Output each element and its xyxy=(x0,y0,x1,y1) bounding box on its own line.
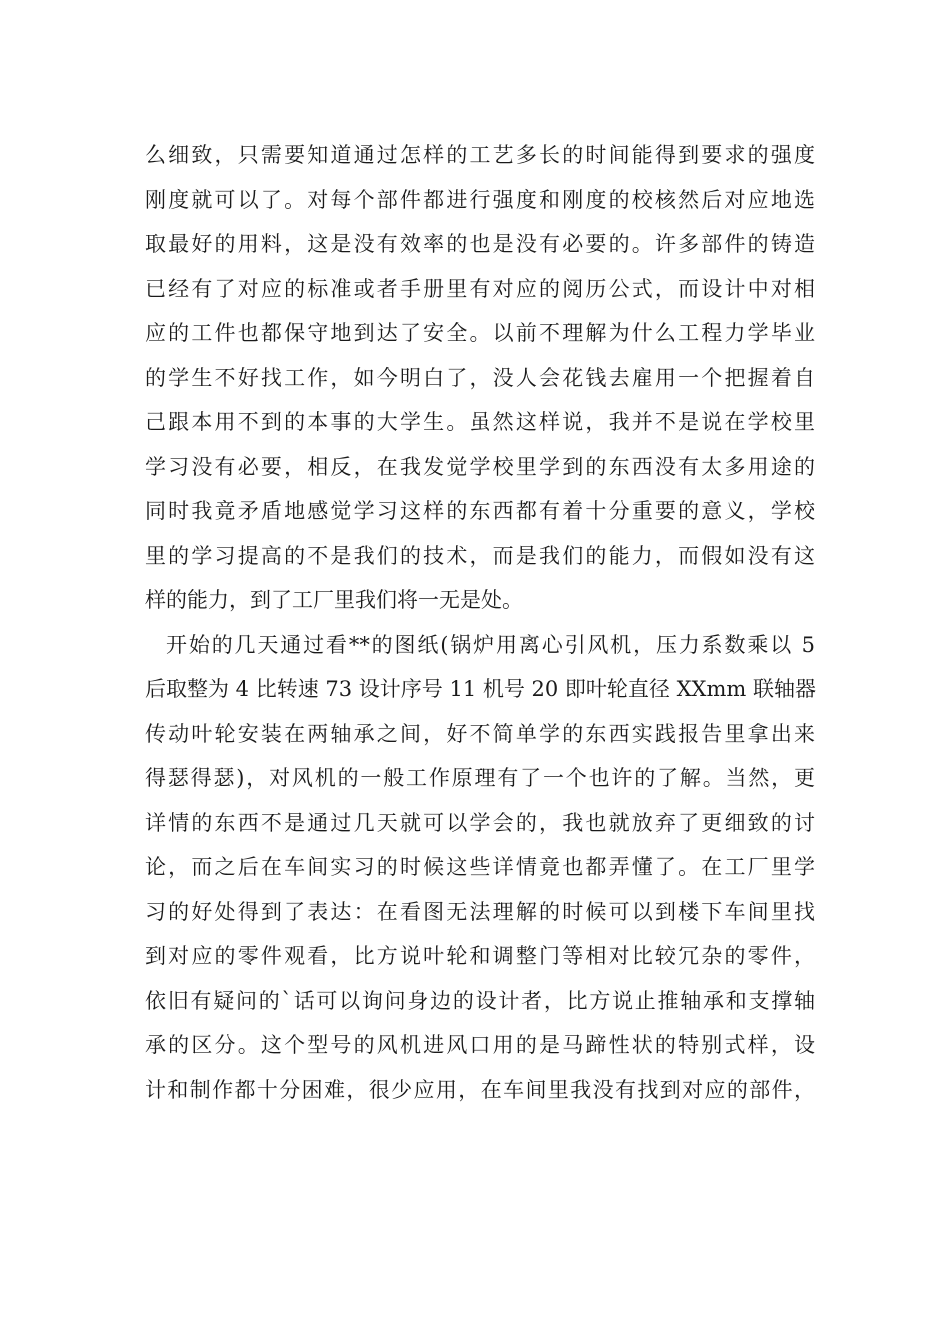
paragraph-2-line-2: 后取整为 4 比转速 73 设计序号 11 机号 20 即叶轮直径 XXmm 联轴器 xyxy=(145,677,817,701)
paragraph-2-line-5: 详情的东西不是通过几天就可以学会的，我也就放弃了更细致的讨 xyxy=(145,810,815,835)
paragraph-1-line-8: 学习没有必要，相反，在我发觉学校里学到的东西没有太多用途的 xyxy=(145,454,815,479)
paragraph-1-line-6: 的学生不好找工作，如今明白了，没人会花钱去雇用一个把握着自 xyxy=(145,365,815,390)
paragraph-2-line-3: 传动叶轮安装在两轴承之间，好不简单学的东西实践报告里拿出来 xyxy=(145,721,815,746)
body-text xyxy=(145,133,815,1112)
paragraph-2-line-10: 承的区分。这个型号的风机进风口用的是马蹄性状的特别式样，设 xyxy=(145,1033,815,1057)
paragraph-1-line-10: 里的学习提高的不是我们的技术，而是我们的能力，而假如没有这 xyxy=(145,543,815,568)
paragraph-1-line-1: 么细致，只需要知道通过怎样的工艺多长的时间能得到要求的强度 xyxy=(145,143,815,167)
paragraph-2-line-4: 得瑟得瑟)，对风机的一般工作原理有了一个也许的了解。当然，更 xyxy=(145,766,815,790)
paragraph-2-line-7: 习的好处得到了表达：在看图无法理解的时候可以到楼下车间里找 xyxy=(145,899,815,924)
paragraph-2-line-1: 开始的几天通过看**的图纸(锅炉用离心引风机，压力系数乘以 5 xyxy=(166,632,815,657)
paragraph-1-line-7: 己跟本用不到的本事的大学生。虽然这样说，我并不是说在学校里 xyxy=(145,410,815,434)
paragraph-1-line-11: 样的能力，到了工厂里我们将一无是处。 xyxy=(145,588,523,612)
paragraph-1-line-5: 应的工件也都保守地到达了安全。以前不理解为什么工程力学毕业 xyxy=(145,321,815,345)
paragraph-2-line-8: 到对应的零件观看，比方说叶轮和调整门等相对比较冗杂的零件， xyxy=(145,944,815,968)
paragraph-1-line-9: 同时我竟矛盾地感觉学习这样的东西都有着十分重要的意义，学校 xyxy=(145,499,815,523)
paragraph-1-line-3: 取最好的用料，这是没有效率的也是没有必要的。许多部件的铸造 xyxy=(145,232,815,256)
paragraph-1-line-2: 刚度就可以了。对每个部件都进行强度和刚度的校核然后对应地选 xyxy=(145,187,815,212)
paragraph-2-line-6: 论，而之后在车间实习的时候这些详情竟也都弄懂了。在工厂里学 xyxy=(145,855,815,879)
paragraph-2-line-9: 依旧有疑问的`话可以询问身边的设计者，比方说止推轴承和支撑轴 xyxy=(145,988,815,1013)
paragraph-2-line-11: 计和制作都十分困难，很少应用，在车间里我没有找到对应的部件， xyxy=(145,1077,815,1102)
paragraph-1-line-4: 已经有了对应的标准或者手册里有对应的阅历公式，而设计中对相 xyxy=(145,276,815,301)
